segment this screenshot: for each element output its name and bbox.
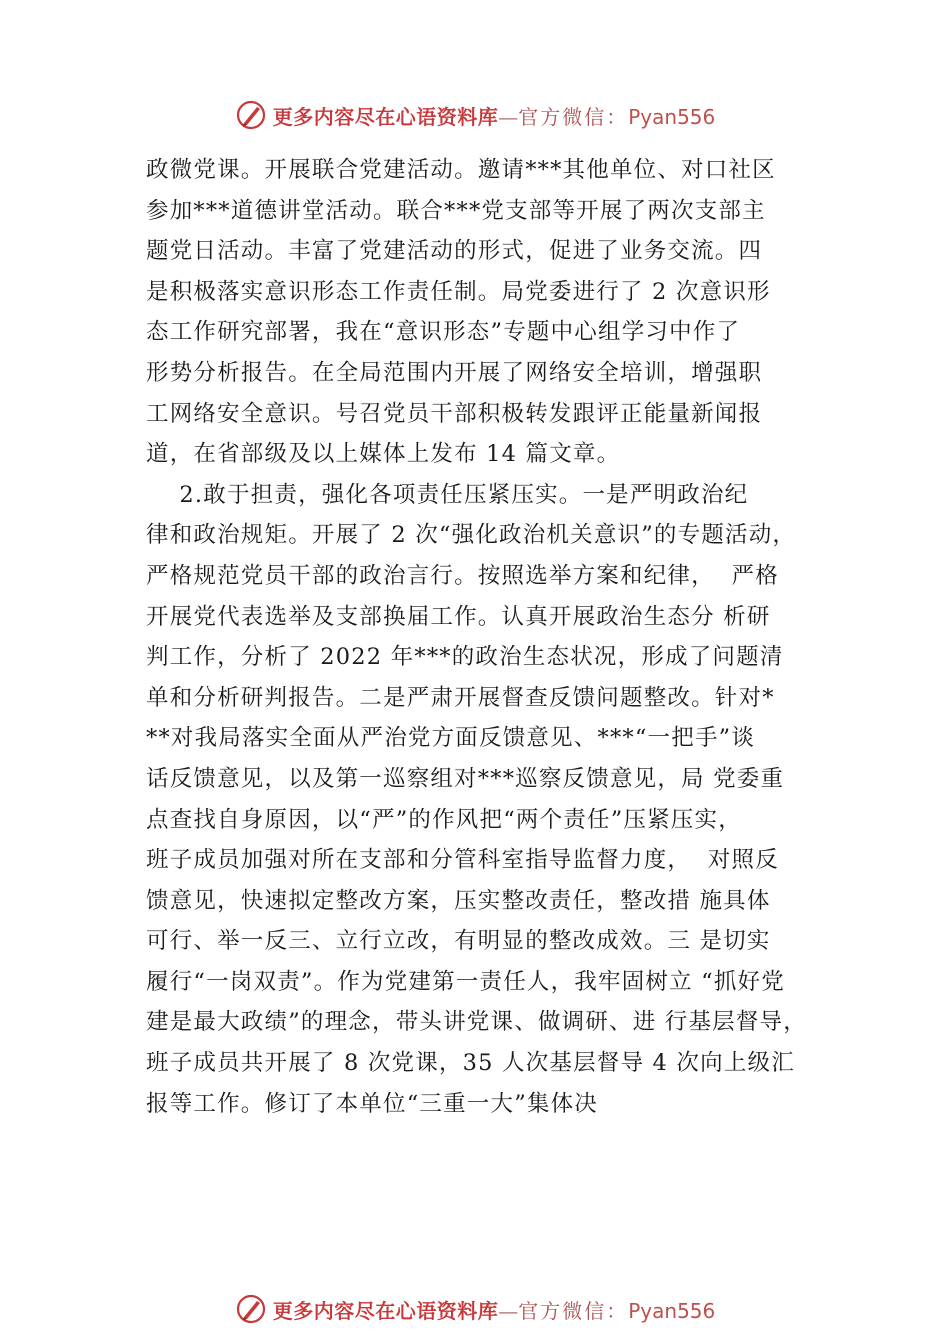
watermark-brand: 更多内容尽在心语资料库 — [272, 104, 499, 129]
watermark-wechat-id: Pyan556 — [628, 104, 716, 129]
watermark-separator: — — [498, 1298, 519, 1323]
watermark-separator: — — [498, 104, 519, 129]
body-line: 馈意见，快速拟定整改方案，压实整改责任，整改措 施具体 — [146, 887, 771, 914]
watermark-text — [273, 101, 716, 130]
body-line: 话反馈意见，以及第一巡察组对***巡察反馈意见，局 党委重 — [146, 765, 785, 792]
body-line: 参加***道德讲堂活动。联合***党支部等开展了两次支部主 — [146, 197, 766, 224]
body-line: 形势分析报告。在全局范围内开展了网络安全培训，增强职 — [146, 359, 763, 386]
body-line: 态工作研究部署，我在“意识形态”专题中心组学习中作了 — [146, 319, 741, 346]
body-line: 判工作，分析了 2022 年***的政治生态状况，形成了问题清 — [146, 644, 784, 671]
body-line: 班子成员共开展了 8 次党课，35 人次基层督导 4 次向上级汇 — [146, 1050, 795, 1077]
watermark-text — [273, 1295, 716, 1324]
body-line: 严格规范党员干部的政治言行。按照选举方案和纪律， 严格 — [146, 562, 779, 589]
watermark-wechat-label: 官方微信： — [518, 1298, 629, 1323]
pen-logo-icon — [235, 99, 267, 131]
watermark-wechat-label: 官方微信： — [518, 104, 629, 129]
pen-logo-icon — [235, 1293, 267, 1325]
body-line: 工网络安全意识。号召党员干部积极转发跟评正能量新闻报 — [146, 400, 763, 427]
watermark-wechat-id: Pyan556 — [628, 1298, 716, 1323]
body-line: 题党日活动。丰富了党建活动的形式，促进了业务交流。四 — [146, 238, 763, 265]
body-line: 是积极落实意识形态工作责任制。局党委进行了 2 次意识形 — [146, 278, 771, 305]
body-line: 报等工作。修订了本单位“三重一大”集体决 — [146, 1090, 599, 1117]
body-line: 律和政治规矩。开展了 2 次“强化政治机关意识”的专题活动， — [146, 522, 797, 549]
watermark-header — [0, 95, 950, 135]
body-line: 开展党代表选举及支部换届工作。认真开展政治生态分 析研 — [146, 603, 771, 630]
body-line: 点查找自身原因，以“严”的作风把“两个责任”压紧压实， — [146, 806, 742, 833]
body-line: 履行“一岗双责”。作为党建第一责任人，我牢固树立 “抓好党 — [146, 968, 785, 995]
watermark-footer — [0, 1289, 950, 1329]
body-line: 可行、举一反三、立行立改，有明显的整改成效。三 是切实 — [146, 928, 771, 955]
body-line: **对我局落实全面从严治党方面反馈意见、***“一把手”谈 — [146, 725, 756, 752]
body-line: 政微党课。开展联合党建活动。邀请***其他单位、对口社区 — [146, 157, 776, 183]
document-body — [146, 150, 846, 1124]
body-line: 道，在省部级及以上媒体上发布 14 篇文章。 — [146, 441, 621, 468]
body-line: 2.敢于担责，强化各项责任压紧压实。一是严明政治纪 — [146, 481, 749, 508]
body-line: 单和分析研判报告。二是严肃开展督查反馈问题整改。针对* — [146, 684, 775, 711]
body-line: 建是最大政绩”的理念，带头讲党课、做调研、进 行基层督导， — [146, 1009, 807, 1036]
body-line: 班子成员加强对所在支部和分管科室指导监督力度， 对照反 — [146, 847, 779, 874]
watermark-brand: 更多内容尽在心语资料库 — [272, 1298, 499, 1323]
